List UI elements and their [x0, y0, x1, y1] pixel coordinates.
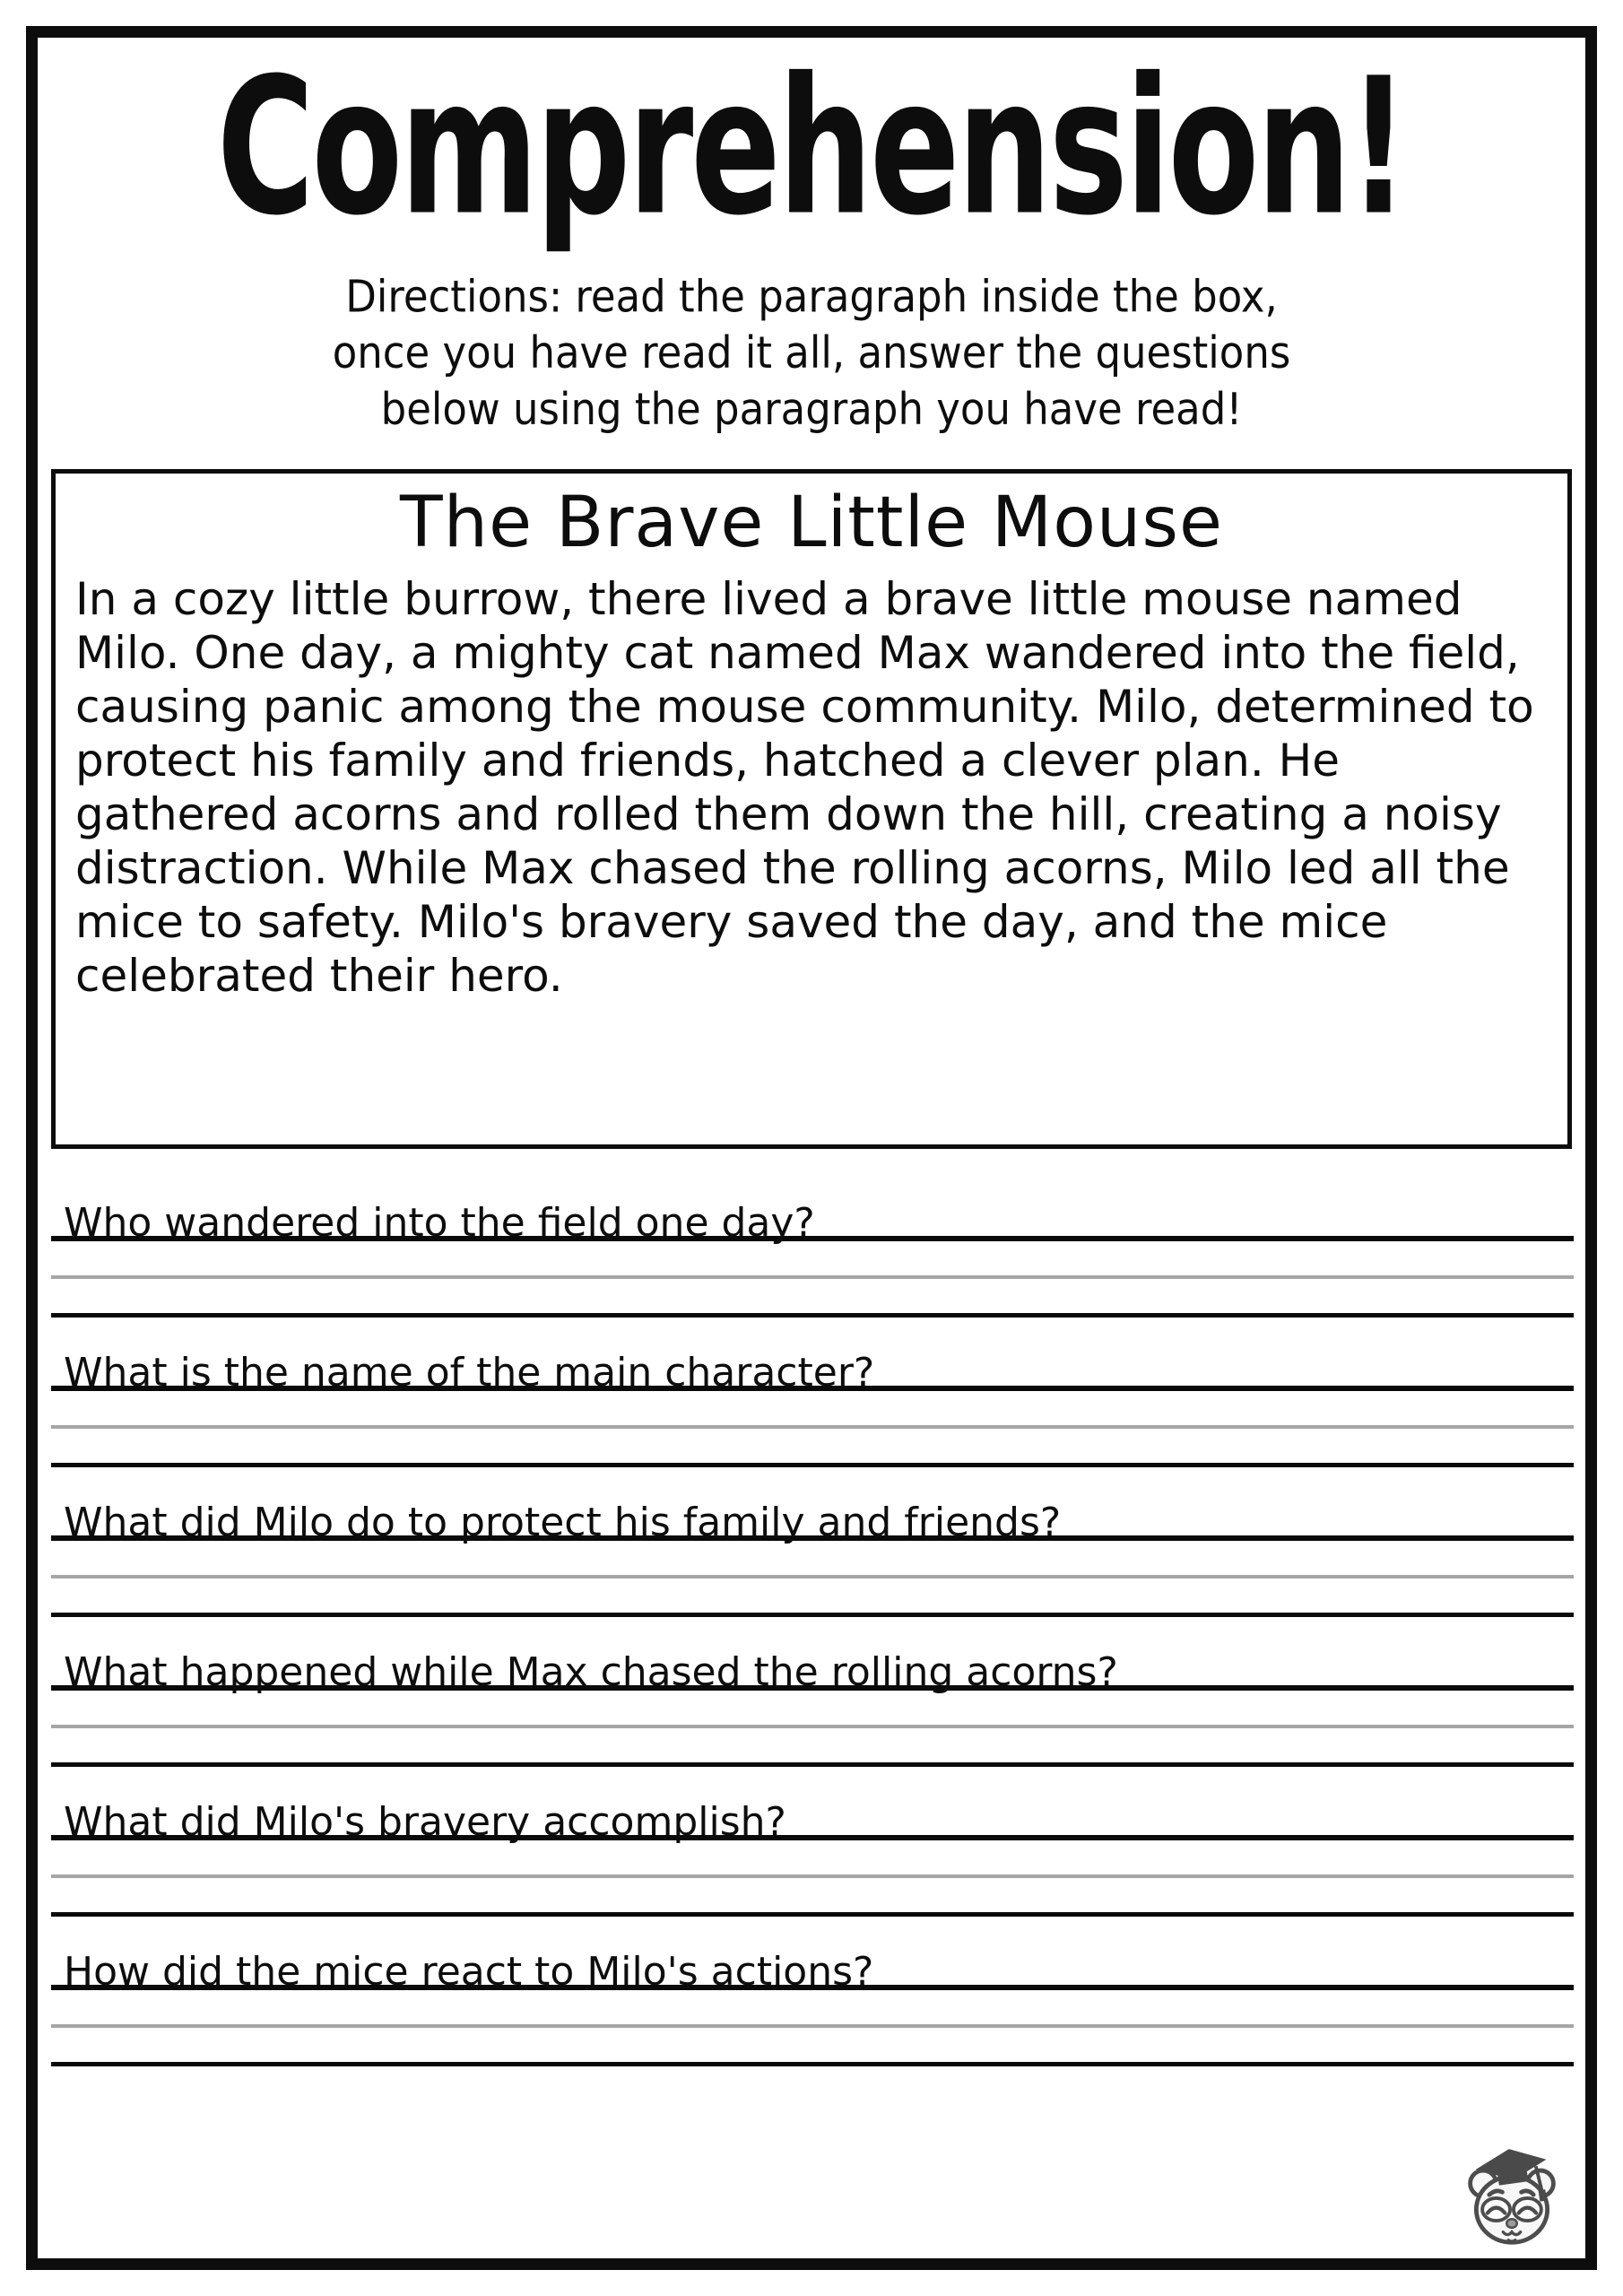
directions-line: once you have read it all, answer the questions [332, 326, 1291, 379]
question-rule-line [51, 1633, 1574, 1695]
question-rule-line [51, 1783, 1574, 1845]
question-rule-line [51, 1334, 1574, 1396]
directions-line: below using the paragraph you have read! [380, 383, 1243, 435]
question-block [51, 1334, 1574, 1467]
answer-line-gray [51, 1275, 1574, 1279]
question-block [51, 1633, 1574, 1767]
answer-line-black [51, 1613, 1574, 1617]
questions-section [51, 1184, 1574, 2083]
story-box [51, 469, 1572, 1149]
question-rule-line [51, 1184, 1574, 1246]
question-text: How did the mice react to Milo's actions? [64, 1948, 874, 1995]
answer-line-black [51, 1762, 1574, 1767]
question-block [51, 1483, 1574, 1617]
answer-line-gray [51, 1725, 1574, 1728]
answer-line-black [51, 1313, 1574, 1318]
page-title: Comprehension! [216, 38, 1407, 257]
question-block [51, 1933, 1574, 2066]
directions-line: Directions: read the paragraph inside the box, [345, 271, 1278, 323]
question-text: What is the name of the main character? [64, 1349, 875, 1396]
directions-text [0, 269, 1623, 438]
question-text: What happened while Max chased the rolling acorns? [64, 1648, 1118, 1695]
question-rule-line [51, 1933, 1574, 1995]
graduate-panda-icon [1460, 2145, 1564, 2249]
question-text: Who wandered into the field one day? [64, 1199, 815, 1246]
question-block [51, 1184, 1574, 1318]
story-paragraph: In a cozy little burrow, there lived a brave little mouse named Milo. One day, a mighty cat named Max wandered into the field, causing panic among the mouse community. Milo, determined to protect his family and friends, hatched a clever plan. He gathered acorns and rolled them down the hill, creating a noisy distraction. While Max chased the rolling acorns, Milo led all the mice to safety. Milo's bravery saved the day, and the mice celebrated their hero. [75, 573, 1534, 1002]
question-block [51, 1783, 1574, 1917]
question-text: What did Milo do to protect his family and friends? [64, 1499, 1062, 1545]
answer-line-black [51, 1912, 1574, 1917]
story-title: The Brave Little Mouse [399, 483, 1223, 563]
answer-line-black [51, 1463, 1574, 1467]
answer-line-gray [51, 1874, 1574, 1878]
question-rule-line [51, 1483, 1574, 1545]
answer-line-gray [51, 1575, 1574, 1578]
question-text: What did Milo's bravery accomplish? [64, 1798, 786, 1845]
answer-line-gray [51, 2024, 1574, 2028]
answer-line-gray [51, 1425, 1574, 1429]
answer-line-black [51, 2062, 1574, 2066]
